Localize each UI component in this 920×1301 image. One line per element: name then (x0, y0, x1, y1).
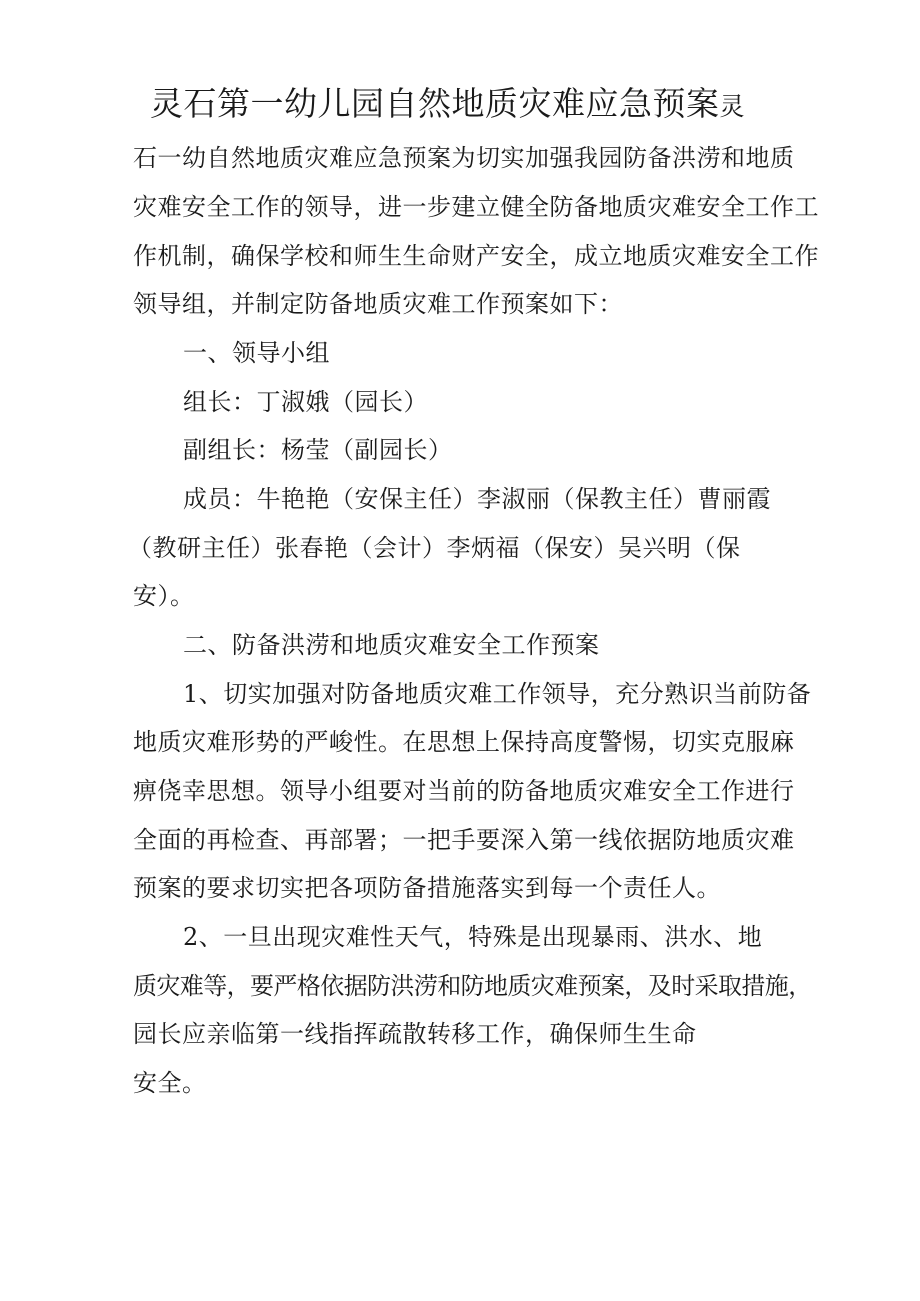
item-2-line-4: 安全。 (133, 1069, 207, 1097)
deputy-line: 副组长：杨莹（副园长） (183, 436, 453, 464)
title-text: 灵石第一幼儿园自然地质灾难应急预案 (150, 84, 720, 123)
item-1-line-3: 痹侥幸思想。领导小组要对当前的防备地质灾难安全工作进行 (133, 777, 795, 805)
item-2-line-2: 质灾难等，要严格依据防洪涝和防地质灾难预案，及时采取措施， (133, 972, 812, 1000)
intro-line-4: 领导组，并制定防备地质灾难工作预案如下： (133, 290, 623, 318)
intro-line-3: 作机制，确保学校和师生生命财产安全，成立地质灾难安全工作 (133, 242, 819, 270)
title-tail-text: 灵 (719, 92, 745, 121)
item-1-line-2: 地质灾难形势的严峻性。在思想上保持高度警惕，切实克服麻 (133, 728, 795, 756)
item-1-line-4: 全面的再检查、再部署；一把手要深入第一线依据防地质灾难 (133, 826, 795, 854)
document-title (150, 84, 745, 130)
section-1-heading: 一、领导小组 (183, 339, 330, 367)
members-line-2: （教研主任）张春艳（会计）李炳福（保安）吴兴明（保 (128, 534, 741, 562)
section-2-heading: 二、防备洪涝和地质灾难安全工作预案 (183, 631, 600, 659)
intro-line-1: 石一幼自然地质灾难应急预案为切实加强我园防备洪涝和地质 (133, 144, 795, 172)
item-1-line-1: 1、切实加强对防备地质灾难工作领导，充分熟识当前防备 (183, 680, 812, 708)
members-line-1: 成员：牛艳艳（安保主任）李淑丽（保教主任）曹丽霞 (183, 485, 771, 513)
members-line-3: 安）。 (133, 582, 195, 610)
leader-line: 组长：丁淑娥（园长） (183, 388, 428, 416)
item-2-line-3: 园长应亲临第一线指挥疏散转移工作，确保师生生命 (133, 1020, 697, 1048)
item-1-line-5: 预案的要求切实把各项防备措施落实到每一个责任人。 (133, 874, 721, 902)
intro-line-2: 灾难安全工作的领导，进一步建立健全防备地质灾难安全工作工 (133, 193, 819, 221)
item-2-line-1: 2、一旦出现灾难性天气，特殊是出现暴雨、洪水、地 (183, 923, 763, 951)
